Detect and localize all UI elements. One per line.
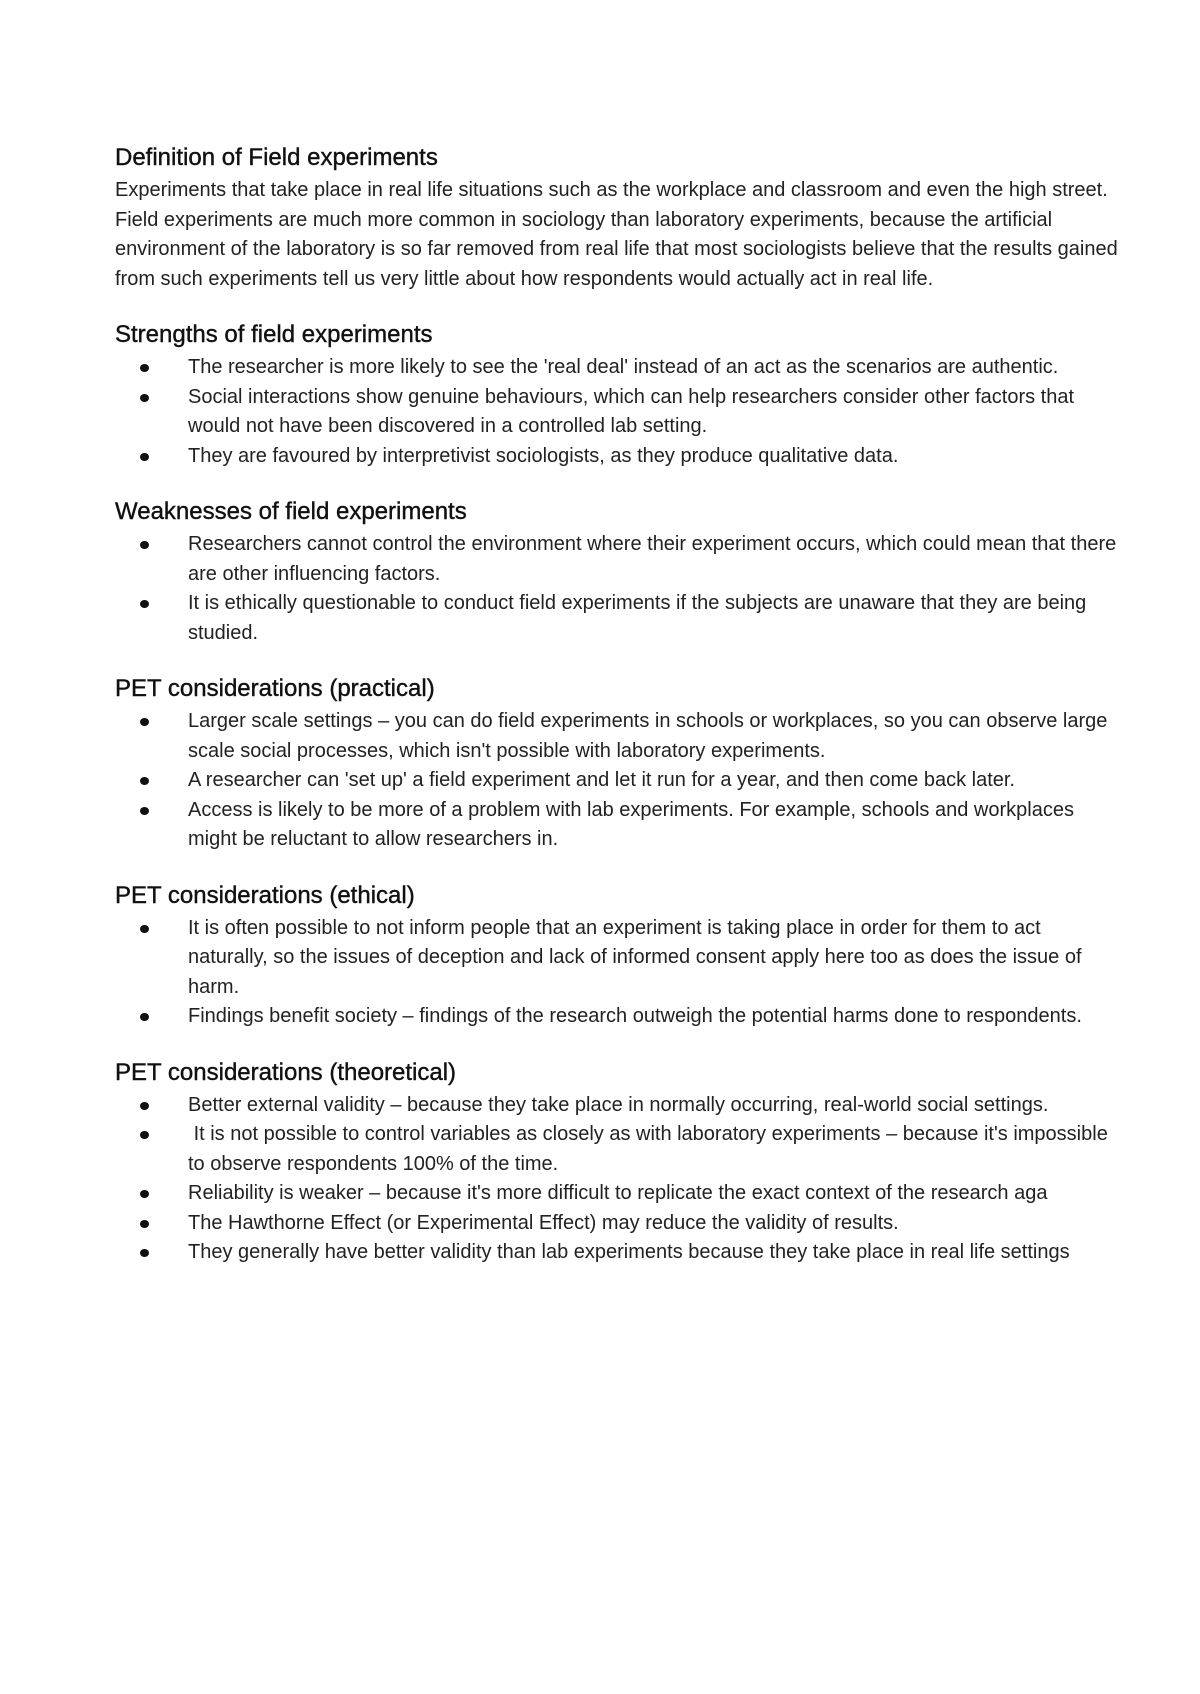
bullet-list [115,707,1125,855]
list-item [115,707,1125,766]
list-item [115,530,1125,589]
bullet-icon [140,1190,149,1198]
bullet-icon [140,1220,149,1228]
bullet-icon [140,1249,149,1257]
section-weaknesses [115,497,1125,648]
list-item-text: Social interactions show genuine behaviours, which can help researchers consider other factors that would not have been discovered in a controlled lab setting. [188,385,1075,437]
bullet-icon [140,777,149,785]
bullet-icon [140,1131,149,1139]
list-item [115,589,1125,648]
bullet-icon [140,364,149,372]
section-pet-practical [115,674,1125,855]
list-item-text: A researcher can 'set up' a field experiment and let it run for a year, and then come back later. [188,769,1015,791]
list-item [115,353,1125,383]
paragraph: Experiments that take place in real life situations such as the workplace and classroom and even the high street. [115,179,1108,201]
bullet-list [115,353,1125,471]
section-heading: Definition of Field experiments [115,144,438,171]
bullet-icon [140,1102,149,1110]
list-item [115,914,1125,1003]
list-item-text: It is ethically questionable to conduct field experiments if the subjects are unaware that they are being studied. [188,592,1087,644]
section-definition [115,143,1125,294]
section-heading: PET considerations (ethical) [115,881,415,909]
list-item-text: Better external validity – because they take place in normally occurring, real-world social settings. [188,1093,1049,1116]
list-item-text: Larger scale settings – you can do field experiments in schools or workplaces, so you can observe large scale social processes, which isn't possible with laboratory experiments. [188,710,1108,762]
list-item [115,1238,1125,1268]
bullet-icon [140,541,149,549]
bullet-icon [140,1013,149,1021]
bullet-list [115,914,1125,1032]
document-page [115,143,1125,1294]
bullet-list [115,1091,1125,1268]
list-item-text: Findings benefit society – findings of the research outweigh the potential harms done to respondents. [188,1005,1082,1027]
list-item-text: The Hawthorne Effect (or Experimental Effect) may reduce the validity of results. [188,1211,899,1234]
section-pet-ethical [115,881,1125,1032]
bullet-icon [140,394,149,402]
list-item [115,1179,1125,1209]
bullet-icon [140,807,149,815]
list-item-text: They are favoured by interpretivist sociologists, as they produce qualitative data. [188,444,899,467]
section-strengths [115,320,1125,471]
list-item [115,796,1125,855]
list-item [115,1209,1125,1239]
bullet-icon [140,925,149,933]
list-item-text: It is often possible to not inform people that an experiment is taking place in order for them to act naturally, so the issues of deception and lack of informed consent apply here too as does the issue of harm. [188,916,1082,998]
section-heading: Strengths of field experiments [115,321,433,348]
list-item [115,766,1125,796]
section-heading: PET considerations (theoretical) [115,1058,457,1086]
bullet-list [115,530,1125,648]
list-item [115,442,1125,472]
list-item [115,1002,1125,1032]
section-heading: Weaknesses of field experiments [115,498,467,525]
list-item-text: Reliability is weaker – because it's more difficult to replicate the exact context of the research aga [188,1182,1048,1204]
bullet-icon [140,600,149,608]
list-item-text: Access is likely to be more of a problem with lab experiments. For example, schools and workplaces might be reluctant to allow researchers in. [188,798,1074,850]
list-item-text: Researchers cannot control the environment where their experiment occurs, which could mean that there are other influencing factors. [188,533,1117,585]
list-item-text: The researcher is more likely to see the 'real deal' instead of an act as the scenarios are authentic. [188,356,1059,378]
bullet-icon [140,718,149,726]
list-item [115,1120,1125,1179]
list-item-text: It is not possible to control variables as closely as with laboratory experiments – because it's impossible to observe respondents 100% of the time. [188,1123,1114,1175]
list-item [115,1091,1125,1121]
list-item [115,383,1125,442]
section-pet-theoretical [115,1058,1125,1268]
section-heading: PET considerations (practical) [115,675,435,702]
paragraph: Field experiments are much more common in sociology than laboratory experiments, because the artificial environment of the laboratory is so far removed from real life that most sociologists believe that the results gained from such experiments tell us very little about how respondents would actually act in real life. [115,208,1118,290]
list-item-text: They generally have better validity than lab experiments because they take place in real life settings [188,1241,1070,1263]
bullet-icon [140,453,149,461]
